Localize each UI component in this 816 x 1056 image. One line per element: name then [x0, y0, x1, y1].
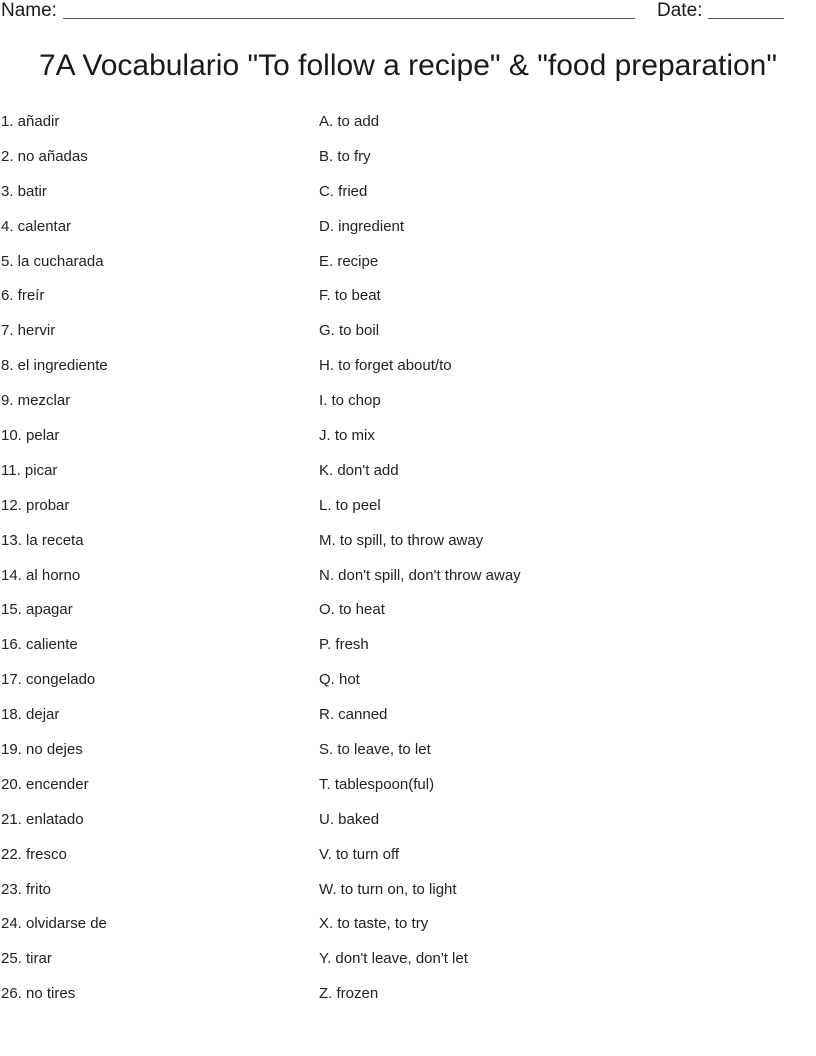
worksheet-header	[0, 0, 816, 24]
term-item: 13. la receta	[1, 531, 84, 549]
term-item: 18. dejar	[1, 706, 60, 724]
definition-item: G. to boil	[319, 322, 380, 340]
term-item: 4. calentar	[1, 217, 72, 235]
definition-item: F. to beat	[319, 287, 381, 305]
term-item: 11. picar	[1, 461, 58, 479]
definition-item: A. to add	[319, 113, 380, 130]
definition-item: H. to forget about/to	[319, 357, 452, 375]
term-item: 6. freír	[1, 287, 45, 305]
name-label: Name:	[1, 0, 57, 21]
term-item: 12. probar	[1, 496, 70, 514]
definition-item: R. canned	[319, 706, 388, 724]
definition-item: D. ingredient	[319, 217, 405, 235]
term-item: 22. fresco	[1, 845, 67, 863]
term-item: 26. no tires	[1, 985, 76, 1003]
definition-item: U. baked	[319, 810, 380, 828]
term-item: 7. hervir	[1, 322, 56, 340]
definition-item: E. recipe	[319, 252, 379, 270]
english-definitions-list	[319, 112, 799, 1019]
term-item: 23. frito	[1, 880, 52, 898]
term-item: 10. pelar	[1, 427, 60, 445]
term-item: 5. la cucharada	[1, 252, 104, 270]
name-blank-line[interactable]	[63, 0, 635, 19]
definition-item: L. to peel	[319, 496, 381, 514]
term-item: 1. añadir	[1, 113, 60, 130]
term-item: 20. encender	[1, 775, 89, 793]
term-item: 24. olvidarse de	[1, 915, 107, 933]
date-blank-line[interactable]	[708, 0, 784, 19]
spanish-terms-list	[1, 112, 301, 1019]
definition-item: Z. frozen	[319, 985, 379, 1003]
term-item: 2. no añadas	[1, 147, 88, 165]
definition-item: N. don't spill, don't throw away	[319, 566, 521, 584]
term-item: 3. batir	[1, 182, 47, 200]
date-label: Date:	[657, 0, 703, 21]
term-item: 25. tirar	[1, 950, 52, 968]
definition-item: W. to turn on, to light	[319, 880, 457, 898]
definition-item: C. fried	[319, 182, 368, 200]
definition-item: M. to spill, to throw away	[319, 531, 484, 549]
definition-item: P. fresh	[319, 636, 369, 654]
term-item: 21. enlatado	[1, 810, 84, 828]
definition-item: Q. hot	[319, 671, 360, 689]
term-item: 19. no dejes	[1, 741, 83, 759]
definition-item: S. to leave, to let	[319, 741, 431, 759]
term-item: 8. el ingrediente	[1, 357, 108, 375]
definition-item: B. to fry	[319, 147, 371, 165]
definition-item: I. to chop	[319, 392, 381, 410]
term-item: 17. congelado	[1, 671, 96, 689]
definition-item: X. to taste, to try	[319, 915, 429, 933]
definition-item: V. to turn off	[319, 845, 400, 863]
definition-item: T. tablespoon(ful)	[319, 775, 435, 793]
term-item: 14. al horno	[1, 566, 81, 584]
definition-item: Y. don't leave, don't let	[319, 950, 468, 968]
definition-item: O. to heat	[319, 601, 385, 619]
term-item: 16. caliente	[1, 636, 78, 654]
definition-item: J. to mix	[319, 427, 375, 445]
worksheet-title: 7A Vocabulario "To follow a recipe" & "food preparation"	[38, 49, 778, 82]
definition-item: K. don't add	[319, 461, 399, 479]
term-item: 15. apagar	[1, 601, 73, 619]
term-item: 9. mezclar	[1, 392, 71, 410]
